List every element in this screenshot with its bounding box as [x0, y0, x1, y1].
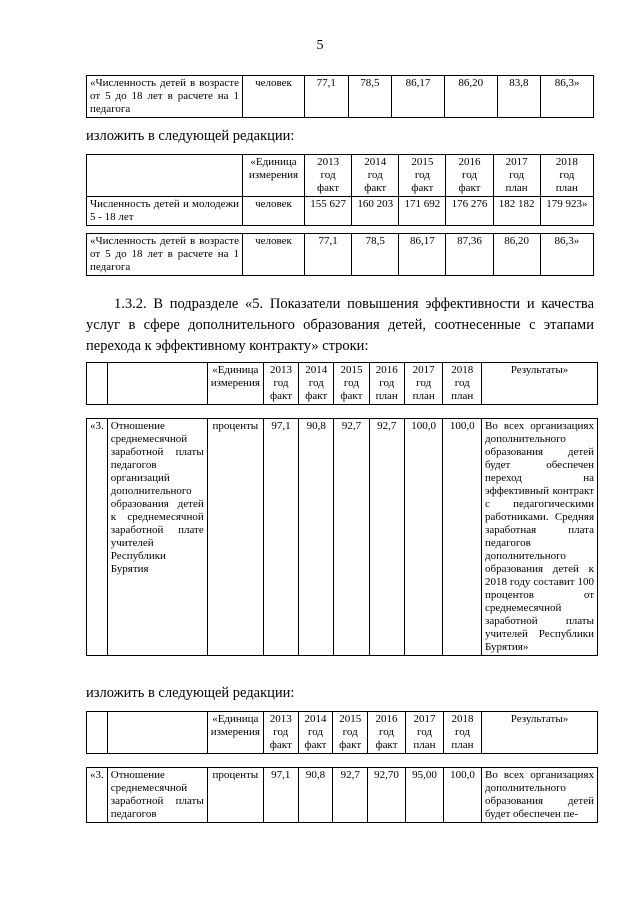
value-cell: 78,5 — [352, 234, 399, 276]
unit-cell: человек — [243, 234, 305, 276]
value-cell: 77,1 — [305, 234, 352, 276]
row-number: «3. — [87, 768, 108, 823]
value-cell: 155 627 — [305, 197, 352, 226]
header-row — [87, 155, 594, 197]
table-1 — [86, 75, 594, 118]
value-cell: 77,1 — [305, 76, 349, 118]
unit-header: «Единица измерения — [207, 712, 263, 754]
indicator-label: Численность детей и молодежи 5 - 18 лет — [87, 197, 243, 226]
value-cell: 97,1 — [263, 419, 298, 656]
year-header: 2017 год план — [493, 155, 540, 197]
phrase-text: изложить в следующей редакции: — [86, 685, 295, 701]
unit-cell: человек — [243, 197, 305, 226]
header-row — [87, 363, 598, 405]
year-header: 2014 год факт — [298, 712, 333, 754]
year-header: 2018 год план — [443, 712, 481, 754]
indicator-label: Отношение среднемесячной заработной платы педагогов организаций дополнительного образования детей к среднемесячной заработной плате учителей Республики Бурятия — [107, 419, 207, 656]
year-header: 2018 год план — [443, 363, 482, 405]
table-4 — [86, 711, 598, 823]
year-header: 2017 год план — [406, 712, 444, 754]
value-cell: 90,8 — [298, 768, 333, 823]
unit-cell: проценты — [207, 768, 263, 823]
value-cell: 97,1 — [263, 768, 298, 823]
value-cell: 92,7 — [369, 419, 404, 656]
value-cell: 86,17 — [392, 76, 445, 118]
table-row — [87, 76, 594, 118]
value-cell: 92,70 — [368, 768, 406, 823]
value-cell: 171 692 — [399, 197, 446, 226]
unit-header: «Единица измерения — [207, 363, 263, 405]
value-cell: 83,8 — [497, 76, 541, 118]
year-header: 2015 год факт — [334, 363, 369, 405]
table-2 — [86, 154, 594, 276]
year-header: 2016 год факт — [446, 155, 493, 197]
year-header: 2014 год факт — [352, 155, 399, 197]
header-row — [87, 712, 598, 754]
value-cell: 95,00 — [406, 768, 444, 823]
year-header: 2017 год план — [404, 363, 443, 405]
phrase-text: изложить в следующей редакции: — [86, 128, 295, 144]
results-cell: Во всех организациях дополнительного образования детей будет обеспечен переход на эффективный контракт с педагогическими работниками. Средняя заработная плата педагогов дополнительного образования детей к 2018 году составит 100 процентов от среднемесячной заработной платы учителей Республики Бурятия» — [482, 419, 598, 656]
value-cell: 92,7 — [334, 419, 369, 656]
indicator-label: Отношение среднемесячной заработной платы педагогов — [107, 768, 207, 823]
unit-cell: человек — [243, 76, 305, 118]
value-cell: 86,20 — [493, 234, 540, 276]
spacer-row — [87, 226, 594, 234]
year-header: 2018 год план — [540, 155, 593, 197]
value-cell: 86,20 — [444, 76, 497, 118]
row-number: «3. — [87, 419, 108, 656]
table-row — [87, 197, 594, 226]
page-number: 5 — [316, 38, 324, 53]
year-header: 2013 год факт — [263, 712, 298, 754]
value-cell: 179 923» — [540, 197, 593, 226]
indicator-label: «Численность детей в возрасте от 5 до 18 лет в расчете на 1 педагога — [87, 234, 243, 276]
value-cell: 86,3» — [541, 76, 594, 118]
body-paragraph: 1.3.2. В подразделе «5. Показатели повышения эффективности и качества услуг в сфере дополнительного образования детей, соотнесенные с этапами перехода к эффективному контракту» строки: — [86, 296, 594, 354]
table-3 — [86, 362, 598, 656]
table-row — [87, 768, 598, 823]
unit-header: «Единица измерения — [243, 155, 305, 197]
year-header: 2015 год факт — [399, 155, 446, 197]
value-cell: 86,17 — [399, 234, 446, 276]
value-cell: 78,5 — [348, 76, 392, 118]
spacer-row — [87, 405, 598, 419]
results-header: Результаты» — [482, 712, 598, 754]
unit-cell: проценты — [207, 419, 263, 656]
year-header: 2014 год факт — [299, 363, 334, 405]
value-cell: 100,0 — [443, 768, 481, 823]
value-cell: 160 203 — [352, 197, 399, 226]
year-header: 2015 год факт — [333, 712, 368, 754]
value-cell: 90,8 — [299, 419, 334, 656]
spacer-row — [87, 754, 598, 768]
value-cell: 100,0 — [404, 419, 443, 656]
value-cell: 92,7 — [333, 768, 368, 823]
value-cell: 86,3» — [540, 234, 593, 276]
indicator-label: «Численность детей в возрасте от 5 до 18 лет в расчете на 1 педагога — [87, 76, 243, 118]
value-cell: 100,0 — [443, 419, 482, 656]
table-row — [87, 234, 594, 276]
value-cell: 176 276 — [446, 197, 493, 226]
table-row — [87, 419, 598, 656]
year-header: 2016 год план — [369, 363, 404, 405]
year-header: 2013 год факт — [305, 155, 352, 197]
year-header: 2016 год факт — [368, 712, 406, 754]
value-cell: 182 182 — [493, 197, 540, 226]
results-header: Результаты» — [482, 363, 598, 405]
year-header: 2013 год факт — [263, 363, 298, 405]
results-cell: Во всех организациях дополнительного образования детей будет обеспечен пе- — [482, 768, 598, 823]
value-cell: 87,36 — [446, 234, 493, 276]
